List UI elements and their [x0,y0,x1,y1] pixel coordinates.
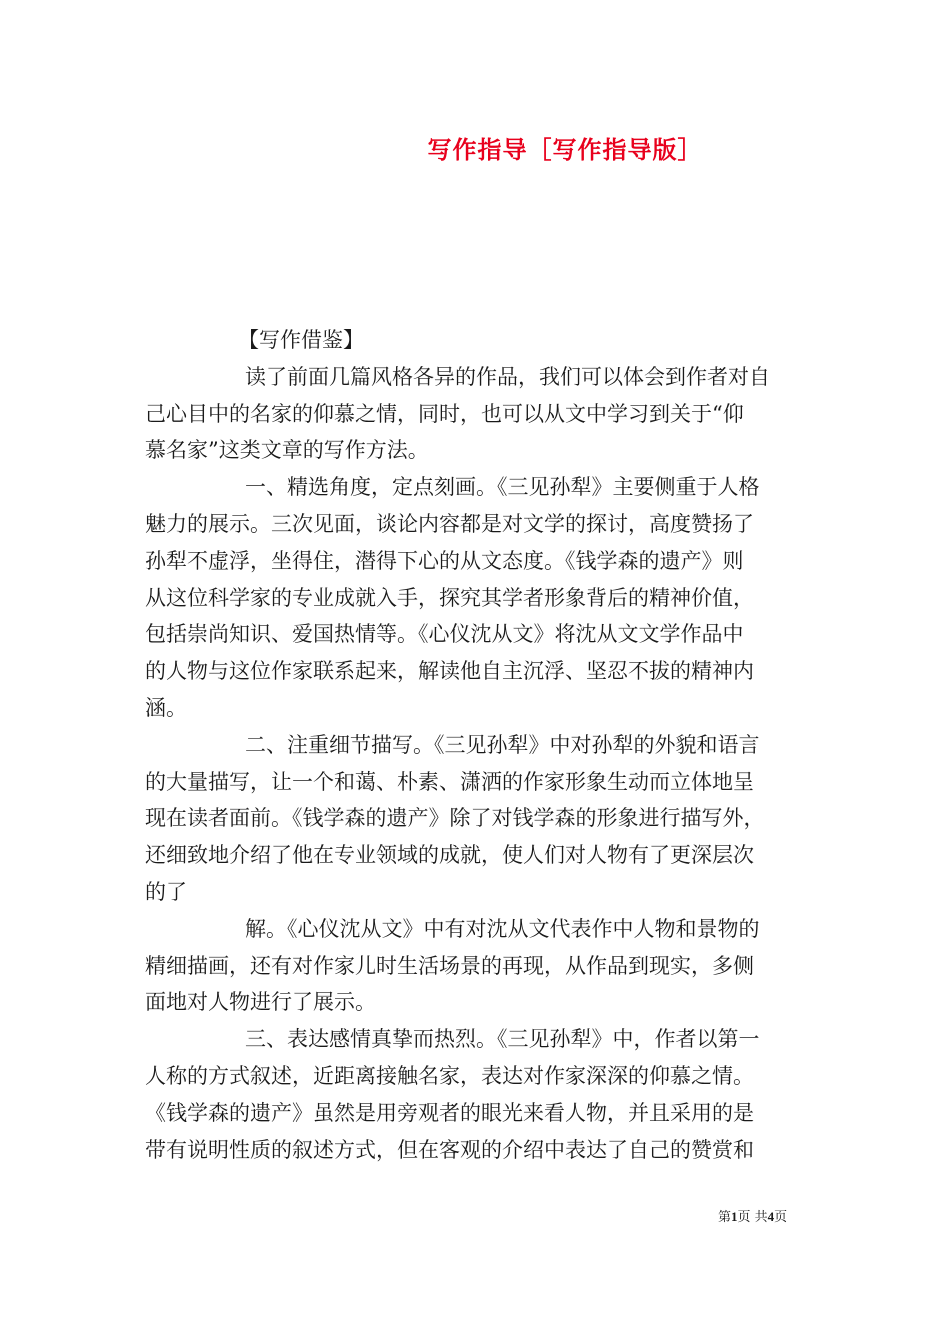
paragraph-line: 涵。 [145,695,187,720]
total-pages-number: 4 [767,1209,775,1224]
paragraph-line: 解。《心仪沈从文》中有对沈从文代表作中人物和景物的 [245,916,760,941]
paragraph-line: 《钱学森的遗产》虽然是用旁观者的眼光来看人物，并且采用的是 [145,1100,754,1125]
page-title: 写作指导［写作指导版］ [427,135,703,164]
paragraph-line: 读了前面几篇风格各异的作品，我们可以体会到作者对自 [245,364,770,389]
paragraph-line: 包括崇尚知识、爱国热情等。《心仪沈从文》将沈从文文学作品中 [145,622,744,647]
paragraph-line: 二、注重细节描写。《三见孙犁》中对孙犁的外貌和语言 [245,732,760,757]
current-page-number: 1 [731,1209,738,1224]
paragraph-line: 面地对人物进行了展示。 [145,990,376,1015]
paragraph-line: 的大量描写，让一个和蔼、朴素、潇洒的作家形象生动而立体地呈 [145,769,754,794]
footer-middle: 页 共 [737,1210,768,1225]
paragraph-line: 一、精选角度，定点刻画。《三见孙犁》主要侧重于人格 [245,475,760,500]
page-footer [718,1206,787,1225]
paragraph-line: 还细致地介绍了他在专业领域的成就，使人们对人物有了更深层次 [145,843,754,868]
paragraph-line: 从这位科学家的专业成就入手，探究其学者形象背后的精神价值， [145,585,754,610]
document-body [145,322,810,1168]
paragraph-line: 的了 [145,879,187,904]
paragraph-line: 的人物与这位作家联系起来，解读他自主沉浮、坚忍不拔的精神内 [145,659,754,684]
paragraph-line: 三、表达感情真挚而热烈。《三见孙犁》中，作者以第一 [245,1027,760,1052]
paragraph-line: 慕名家”这类文章的写作方法。 [145,438,429,463]
paragraph-line: 现在读者面前。《钱学森的遗产》除了对钱学森的形象进行描写外， [145,806,765,831]
footer-prefix: 第 [718,1210,732,1225]
paragraph-line: 带有说明性质的叙述方式，但在客观的介绍中表达了自己的赞赏和 [145,1137,754,1162]
paragraph-line: 精细描画，还有对作家儿时生活场景的再现，从作品到现实，多侧 [145,953,754,978]
paragraph-line: 孙犁不虚浮，坐得住，潜得下心的从文态度。《钱学森的遗产》则 [145,548,744,573]
paragraph-line: 魅力的展示。三次见面，谈论内容都是对文学的探讨，高度赞扬了 [145,511,754,536]
paragraph-line: 己心目中的名家的仰慕之情，同时，也可以从文中学习到关于“仰 [145,401,744,426]
paragraph-line: 人称的方式叙述，近距离接触名家，表达对作家深深的仰慕之情。 [145,1063,754,1088]
footer-suffix: 页 [774,1210,788,1225]
section-heading: 【写作借鉴】 [238,328,364,352]
